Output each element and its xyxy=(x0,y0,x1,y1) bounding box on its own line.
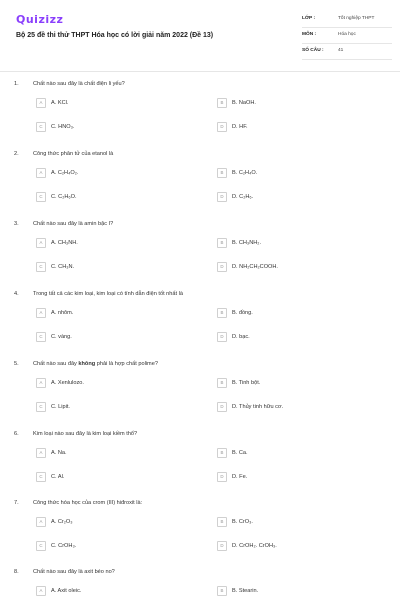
option-text: C. Al. xyxy=(51,474,65,480)
option-letter: B xyxy=(217,378,227,388)
meta-value: Tốt nghiệp THPT xyxy=(338,16,375,21)
option-letter: D xyxy=(217,332,227,342)
meta-label: SỐ CÂU : xyxy=(302,48,324,53)
option-text: B. NaOH. xyxy=(232,100,256,106)
question-number: 7. xyxy=(14,500,19,506)
option-c[interactable] xyxy=(36,192,196,203)
question-number: 2. xyxy=(14,151,19,157)
question-text: Công thức hóa học của crom (III) hiđroxit là: xyxy=(33,500,143,506)
option-b[interactable] xyxy=(217,168,377,179)
option-letter: A xyxy=(36,98,46,108)
option-a[interactable] xyxy=(36,448,196,459)
meta-row-count xyxy=(302,44,392,60)
option-a[interactable] xyxy=(36,238,196,249)
question-text-before: Chất nào sau đây xyxy=(33,361,79,367)
option-d[interactable] xyxy=(217,262,377,273)
question-text: Kim loại nào sau đây là kim loại kiềm thổ? xyxy=(33,431,138,437)
option-c[interactable] xyxy=(36,332,196,343)
option-letter: D xyxy=(217,262,227,272)
option-letter: B xyxy=(217,98,227,108)
option-a[interactable] xyxy=(36,517,196,528)
option-letter: A xyxy=(36,586,46,596)
option-text: A. nhôm. xyxy=(51,310,74,316)
option-letter: A xyxy=(36,238,46,248)
question-text xyxy=(33,361,158,367)
option-b[interactable] xyxy=(217,98,377,109)
question-number: 8. xyxy=(14,569,19,575)
option-c[interactable] xyxy=(36,472,196,483)
option-letter: C xyxy=(36,192,46,202)
option-letter: C xyxy=(36,332,46,342)
option-text: B. Ca. xyxy=(232,450,248,456)
option-text: A. Xenlulozo. xyxy=(51,380,84,386)
option-a[interactable] xyxy=(36,308,196,319)
option-letter: A xyxy=(36,168,46,178)
option-letter: B xyxy=(217,448,227,458)
option-text: B. đồng. xyxy=(232,310,253,316)
option-a[interactable] xyxy=(36,378,196,389)
question-text: Chất nào sau đây là amin bậc I? xyxy=(33,221,114,227)
option-letter: A xyxy=(36,308,46,318)
option-d[interactable] xyxy=(217,332,377,343)
option-text: B. Tinh bột. xyxy=(232,380,261,386)
page-header xyxy=(0,0,400,72)
question-text: Trong tất cả các kim loại, kim loại có tính dẫn điện tốt nhất là xyxy=(33,291,183,297)
option-letter: B xyxy=(217,586,227,596)
option-letter: D xyxy=(217,472,227,482)
option-text: D. Fe. xyxy=(232,474,248,480)
option-text: C. C₂H₆O. xyxy=(51,194,77,200)
option-d[interactable] xyxy=(217,192,377,203)
option-text: D. CrOH₂. CrOH₃. xyxy=(232,543,277,549)
option-letter: A xyxy=(36,448,46,458)
option-d[interactable] xyxy=(217,122,377,133)
question-number: 4. xyxy=(14,291,19,297)
option-text: C. CH₃N. xyxy=(51,264,75,270)
option-text: D. Thủy tinh hữu cơ. xyxy=(232,404,284,410)
option-c[interactable] xyxy=(36,122,196,133)
option-d[interactable] xyxy=(217,472,377,483)
option-text: B. C₂H₄O. xyxy=(232,170,258,176)
option-b[interactable] xyxy=(217,238,377,249)
option-text: D. C₂H₆. xyxy=(232,194,254,200)
option-b[interactable] xyxy=(217,586,377,597)
meta-row-class xyxy=(302,12,392,28)
question-text: Chất nào sau đây là chất điện li yếu? xyxy=(33,81,125,87)
option-letter: B xyxy=(217,517,227,527)
option-letter: B xyxy=(217,238,227,248)
option-c[interactable] xyxy=(36,262,196,273)
option-text: B. CH₃NH₂. xyxy=(232,240,262,246)
option-text: A. Axit oleic. xyxy=(51,588,82,594)
option-text: A. CH₃NH. xyxy=(51,240,78,246)
option-b[interactable] xyxy=(217,378,377,389)
option-b[interactable] xyxy=(217,308,377,319)
question-text: Chất nào sau đây là axit béo no? xyxy=(33,569,115,575)
option-d[interactable] xyxy=(217,402,377,413)
quizizz-logo: Quizizz xyxy=(16,13,64,26)
question-number: 3. xyxy=(14,221,19,227)
option-letter: C xyxy=(36,541,46,551)
option-b[interactable] xyxy=(217,448,377,459)
option-text: D. NH₂CH₂COOH. xyxy=(232,264,278,270)
option-text: C. CrOH₃. xyxy=(51,543,77,549)
meta-label: MÔN : xyxy=(302,32,317,37)
option-letter: D xyxy=(217,541,227,551)
option-letter: A xyxy=(36,517,46,527)
question-text-emphasis: không xyxy=(78,361,96,367)
option-text: A. Na. xyxy=(51,450,67,456)
meta-value: Hóa học xyxy=(338,32,356,37)
option-text: B. CrO₃. xyxy=(232,519,253,525)
option-letter: C xyxy=(36,262,46,272)
meta-table xyxy=(302,12,392,60)
question-number: 5. xyxy=(14,361,19,367)
option-letter: B xyxy=(217,308,227,318)
meta-label: LỚP : xyxy=(302,16,316,21)
question-text-after: phải là hợp chất polime? xyxy=(95,361,158,367)
option-d[interactable] xyxy=(217,541,377,552)
option-text: C. vàng. xyxy=(51,334,72,340)
question-text: Công thức phân tử của etanol là xyxy=(33,151,114,157)
option-a[interactable] xyxy=(36,168,196,179)
option-c[interactable] xyxy=(36,402,196,413)
option-c[interactable] xyxy=(36,541,196,552)
document-title: Bộ 25 đề thi thử THPT Hóa học có lời giải năm 2022 (Đề 13) xyxy=(16,32,214,39)
option-letter: C xyxy=(36,472,46,482)
option-letter: A xyxy=(36,378,46,388)
option-letter: D xyxy=(217,122,227,132)
option-text: A. Cr₂O₃ xyxy=(51,519,73,525)
option-letter: B xyxy=(217,168,227,178)
option-text: D. HF. xyxy=(232,124,248,130)
option-letter: D xyxy=(217,192,227,202)
option-text: C. Lipit. xyxy=(51,404,70,410)
option-a[interactable] xyxy=(36,98,196,109)
option-letter: C xyxy=(36,122,46,132)
meta-row-subject xyxy=(302,28,392,44)
option-a[interactable] xyxy=(36,586,196,597)
option-b[interactable] xyxy=(217,517,377,528)
meta-value: 41 xyxy=(338,48,344,53)
option-text: A. KCl. xyxy=(51,100,69,106)
option-text: C. HNO₃. xyxy=(51,124,75,130)
option-letter: D xyxy=(217,402,227,412)
option-text: A. C₂H₄O₂. xyxy=(51,170,79,176)
question-number: 1. xyxy=(14,81,19,87)
option-text: D. bạc. xyxy=(232,334,250,340)
option-text: B. Stearin. xyxy=(232,588,259,594)
option-letter: C xyxy=(36,402,46,412)
question-number: 6. xyxy=(14,431,19,437)
